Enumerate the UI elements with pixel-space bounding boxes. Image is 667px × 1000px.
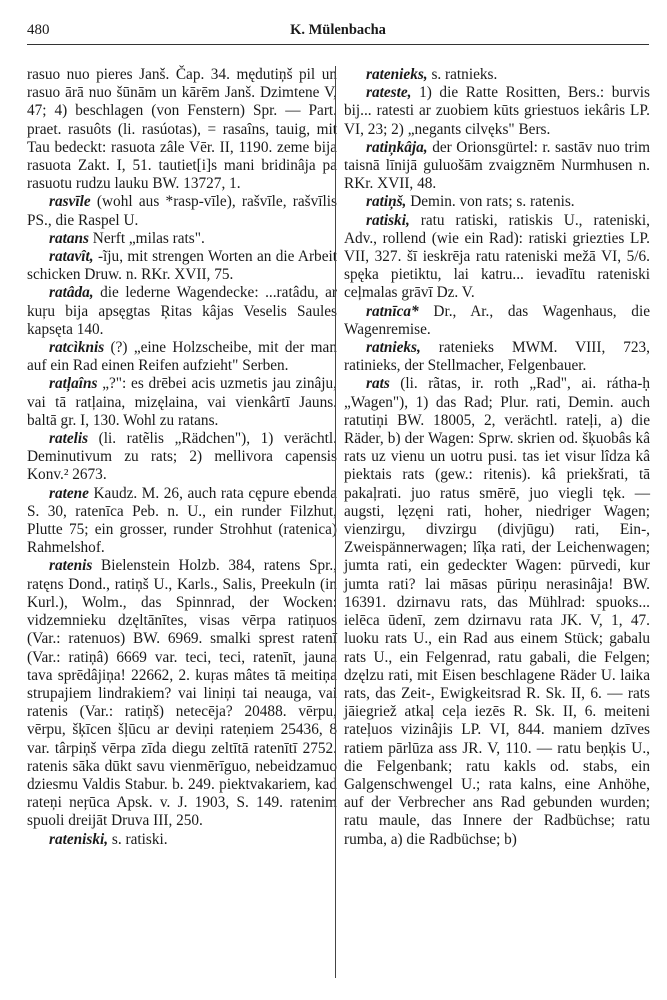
dictionary-entry xyxy=(27,230,337,248)
dictionary-entry xyxy=(27,375,337,430)
entry-text: die lederne Wagendecke: ...ratâdu, ar kuŗu bija apsęgtas Ŗitas kâjas Veselis Saules kapsęta 140. xyxy=(27,284,337,338)
headword: ratenieks, xyxy=(366,66,428,83)
entry-text: s. ratnieks. xyxy=(427,66,498,83)
left-column xyxy=(27,66,337,849)
page-header xyxy=(27,22,649,42)
entry-text: Dr., Ar., das Wagenhaus, die Wagenremise. xyxy=(344,302,650,338)
headword: ratene xyxy=(49,484,89,502)
headword: ratans xyxy=(49,229,89,247)
headword: ratiski, xyxy=(366,211,410,229)
dictionary-entry xyxy=(27,557,337,830)
header-rule xyxy=(27,44,649,45)
dictionary-entry xyxy=(344,66,650,84)
entry-text: (li. ratẽlis „Rädchen"), 1) verächtl. Deminutivum zu rats; 2) mellivora capensis Konv.² 2673. xyxy=(27,430,337,484)
dictionary-entry xyxy=(27,430,337,485)
entry-continuation xyxy=(27,66,337,193)
entry-text: -ĩju, mit strengen Worten an die Arbeit schicken Druw. n. RKr. XVII, 75. xyxy=(27,248,337,284)
dictionary-entry xyxy=(344,139,650,194)
dictionary-entry xyxy=(344,303,650,339)
column-divider xyxy=(335,66,336,978)
headword: ratnīca* xyxy=(366,302,419,320)
entry-text: Demin. von rats; s. ratenis. xyxy=(406,193,575,211)
headword: ratnieks, xyxy=(366,339,421,357)
dictionary-entry xyxy=(344,84,650,139)
entry-text: (?) „eine Holzscheibe, mit der man auf ein Rad einen Reifen aufzieht" Serben. xyxy=(27,339,337,375)
entry-text: ratu ratiski, ratiskis U., rateniski, Adv., rollend (wie ein Rad): ratiski griezties LP. VII, 327. šī ieskrēja ratu rateniski mežā VI, 5/6. spęka pietiktu, lai katru... ievadītu rateniski ceļmalas grāvī Dz. V. xyxy=(344,211,650,302)
entry-text: ratenieks MWM. VIII, 723, ratinieks, der Stellmacher, Felgenbauer. xyxy=(344,339,650,375)
entry-text: „?": es drēbei acis uzmetis jau zinâju, vai tā ratļaina, mizęlaina, vai vienkârtī Jauns. baltā gr. I, 130. Wohl zu ratans. xyxy=(27,375,337,429)
entry-text: rasuo nuo pieres Janš. Čap. 34. mędutiņš pil un rasuo ārā nuo šūnām un kārēm Janš. Dzimtene V, 47; 4) beschlagen (von Fenstern) Spr. — Part. praet. rasuôts (li. rasúotas), = rasaîns, tauig, mit Tau bedeckt: rasuota zâle Vēr. II, 1190. zeme bija rasuota Zakt. I, 51. tautiet[i]s mani bridinâja pa rasuotu rudzu lauku BW. 13727, 1. xyxy=(27,66,337,193)
headword: ratcìknis xyxy=(49,339,105,357)
dictionary-entry xyxy=(344,193,650,211)
entry-text: Bielenstein Holzb. 384, ratens Spr., ratęns Dond., ratiņš U., Karls., Salis, Preekuln (in Kurl.), Wolm., das Spinnrad, der Wocken: vidzemnieku dzęltānītes, visas vērpa ratiņuos (Var.: ratenuos) BW. 6969. smalki sprest ratenī (Var.: ratiņâ) 6669 var. teci, teci, ratenīt, jauna tava sprēdâjiņa! 22662, 2. kuŗas mâtes tā meitiņa strupajiem lindrakiem? vai liniņi tai neauga, vai ratenis (Var.: ratiņš) netecēja? 20488. vērpu, vērpu, šķīcen šļūcu ar deviņi rateņiem 25436, 8 var. târpiņš vērpa zīda diegu zeltītā ratenītī 2752. ratenis sāka dūkt savu vienmērīguo, nebeidzamuo dziesmu Valdis Stabur. b. 249. piektvakariem, kad rateņi neŗūca Apsk. v. J. 1903, S. 149. ratenim spuoli dreijāt Druva III, 250. xyxy=(27,557,337,830)
page-number: 480 xyxy=(27,22,50,38)
dictionary-entry xyxy=(27,339,337,375)
dictionary-entry xyxy=(27,193,337,229)
entry-text: (wohl aus *rasp-vīle), rašvīle, rašvīlis PS., die Raspel U. xyxy=(27,193,337,229)
headword: ratiņš, xyxy=(366,193,407,211)
entry-text: Nerft „milas rats". xyxy=(88,229,205,247)
dictionary-entry xyxy=(344,375,650,848)
dictionary-entry xyxy=(344,212,650,303)
dictionary-entry xyxy=(27,284,337,339)
dictionary-entry xyxy=(27,485,337,558)
headword: ratelis xyxy=(49,430,89,448)
entry-text: s. ratiski. xyxy=(108,830,168,848)
entry-text: der Orionsgürtel: r. sastāv nuo trim taisnā līnijā guluošām zvaigznēm Nurmhusen n. RKr. XVII, 48. xyxy=(344,138,650,193)
headword: ratenis xyxy=(49,557,93,575)
headword: ratiņkâja, xyxy=(366,138,428,156)
dictionary-entry xyxy=(344,339,650,375)
headword: ratavît, xyxy=(49,248,94,266)
entry-text: (li. rãtas, ir. roth „Rad", ai. rátha-ḥ „Wagen"), 1) das Rad; Plur. rati, Demin. auch ratutiņi BW. 18005, 2, verächtl. rateļi, a) die Räder, b) der Wagen: Sprw. skrien od. šķuobâs kâ rats uz vienu un uotru pusi. tas iet visur lîdza kâ piektais rats (gew.: ritenis). kâ priekšrati, tā pakaļrati. juo ratus smērē, juo viegli tęk. — augsti, lęzęni rati, hoher, niedriger Wagen; vienzirgu, divzirgu (divjūgu) rati, Ein-, Zweispännerwagen; lîķa rati, der Leichenwagen; jumta rati, ein gedeckter Wagen: pūrvedi, kur jumta rati? lai māsas pūriņu nerasinâja! BW. 16391. dzirnavu rats, das Mühlrad: spuoks... ielēca ūdenī, zem dzirnavu rata JK. V, 1, 47. luoku rats U., ein Rad aus einem Stück; gabalu rats U., ein Felgenrad, ratu gabali, die Felgen; dzęlzu rati, mit Eisen beschlagene Räder U. laika rats, das Zeit-, Ewigkeitsrad R. Sk. II, 6. — rats jāiegriež atkaļ ceļa iezēs R. Sk. II, 6. meiteni rateļuos vizinâjis LP. VI, 844. maniem dzīves ratiem pārlūza ass JR. V, 110. — ratu beņķis U., die Felgenbank; ratu kakls od. stabs, ein Galgenschwengel U.; rata kalns, eine Anhöhe, auf der Verbrecher ans Rad gebunden wurden; ratu maule, das Innere der Radbüchse; ratu rumba, a) die Radbüchse; b) xyxy=(344,375,650,848)
headword: ratâda, xyxy=(49,284,94,302)
dictionary-entry xyxy=(27,248,337,284)
headword: rasvīle xyxy=(49,193,91,211)
headword: ratļaîns xyxy=(49,375,98,393)
entry-text: Kaudz. M. 26, auch rata cępure ebenda S. 30, ratenīca Peb. n. U., ein runder Filzhut, Plutte 75; ein grosser, runder Strohhut (ratenica) Rahmelshof. xyxy=(27,484,337,557)
right-column xyxy=(344,66,650,849)
running-head: K. Mülenbacha xyxy=(290,22,386,38)
headword: rats xyxy=(366,375,390,393)
dictionary-entry xyxy=(27,831,337,849)
headword: rateste, xyxy=(366,84,412,102)
headword: rateniski, xyxy=(49,830,109,848)
entry-text: 1) die Ratte Rositten, Bers.: burvis bij... ratesti ar zuobiem kūts griestuos iekâris LP. VI, 23; 2) „negants cilvęks" Bers. xyxy=(344,84,650,138)
